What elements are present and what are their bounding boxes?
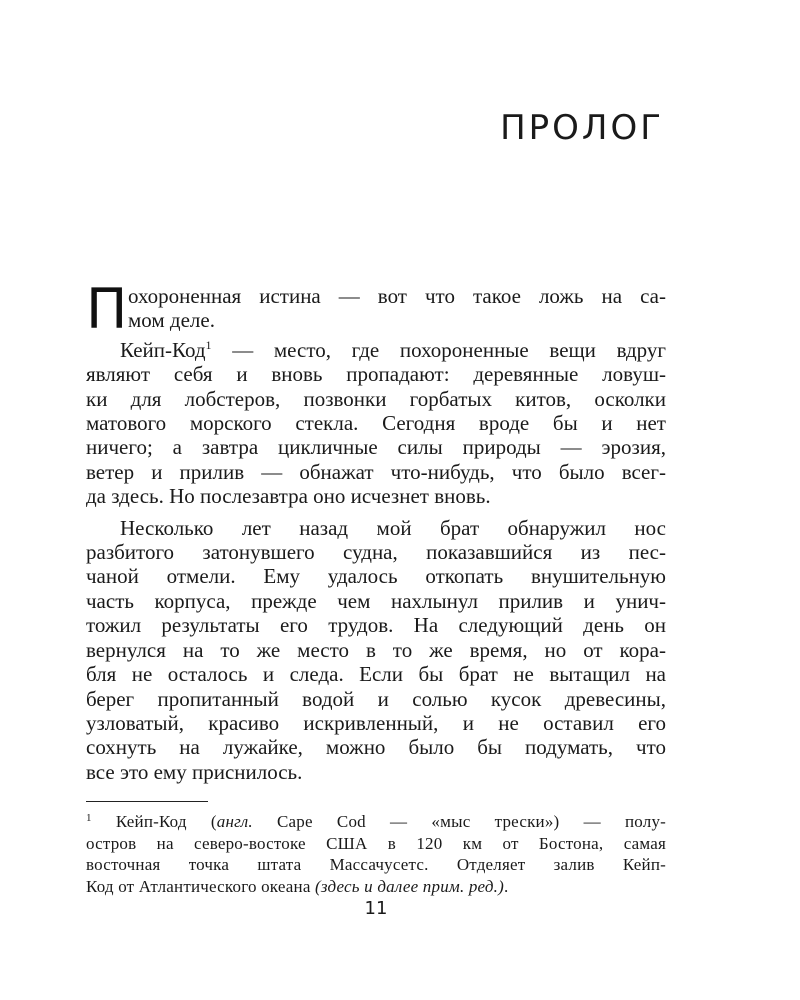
text-line: разбитого затонувшего судна, показавшийся из пес- (86, 540, 666, 565)
text-line: являют себя и вновь пропадают: деревянные ловуш- (86, 362, 666, 387)
text-fragment: . (504, 876, 509, 896)
text-line: все это ему приснилось. (86, 759, 303, 784)
footnote-divider (86, 801, 208, 802)
drop-cap: П (86, 277, 128, 341)
text-line (86, 333, 666, 362)
chapter-title: ПРОЛОГ (500, 108, 664, 148)
page-number: 11 (364, 898, 388, 919)
text-line: да здесь. Но послезавтра оно исчезнет вновь. (86, 484, 491, 509)
text-line: узловатый, красиво искривленный, и не оставил его (86, 710, 666, 735)
footnote-line: восточная точка штата Массачусетс. Отделяет залив Кейп- (86, 855, 666, 874)
italic-fragment: (здесь и далее прим. ред.) (315, 876, 504, 896)
text-line: сохнуть на лужайке, можно было бы подумать, что (86, 735, 666, 760)
footnote (86, 808, 666, 897)
body-text (86, 277, 666, 784)
text-line: часть корпуса, прежде чем нахлынул прилив и унич- (86, 588, 666, 613)
footnote-line: остров на северо-востоке США в 120 км от Бостона, самая (86, 833, 666, 853)
text-fragment: Код от Атлантического океана (86, 876, 316, 896)
text-line: матового морского стекла. Сегодня вроде бы и нет (86, 411, 666, 436)
text-fragment: Кейп-Код ( (91, 812, 217, 831)
text-line: охороненная истина — вот что такое ложь на са- (128, 284, 666, 308)
footnote-mark: 1 (86, 812, 92, 824)
text-line: берег пропитанный водой и солью кусок древесины, (86, 686, 666, 711)
footnote-line (86, 876, 666, 898)
text-fragment: Cape Cod — «мыс трески») — полу- (252, 812, 667, 831)
footnote-reference[interactable]: 1 (205, 337, 212, 352)
paragraph-1 (86, 277, 666, 341)
text-line: ки для лобстеров, позвонки горбатых китов, осколки (86, 386, 666, 411)
cape-cod-term: Кейп-Код (120, 337, 206, 362)
paragraph-gap (86, 509, 666, 516)
italic-fragment: англ. (216, 812, 253, 831)
text-line: Несколько лет назад мой брат обнаружил нос (120, 515, 666, 540)
text-line: чаной отмели. Ему удалось откопать внушительную (86, 564, 666, 589)
text-line: тожил результаты его трудов. На следующий день он (86, 613, 666, 638)
paragraph-3 (86, 516, 666, 784)
footnote-line (86, 808, 666, 833)
text-line: мом деле. (128, 308, 215, 333)
text-line: вернулся на то же место в то же время, но от кора- (86, 637, 666, 662)
text-fragment: — место, где похороненные вещи вдруг (211, 337, 666, 362)
text-line: ветер и прилив — обнажат что-нибудь, что было всег- (86, 459, 666, 484)
paragraph-2 (86, 333, 666, 509)
text-line: ничего; а завтра цикличные силы природы — эрозия, (86, 435, 666, 460)
text-line: бля не осталось и следа. Если бы брат не вытащил на (86, 662, 666, 687)
